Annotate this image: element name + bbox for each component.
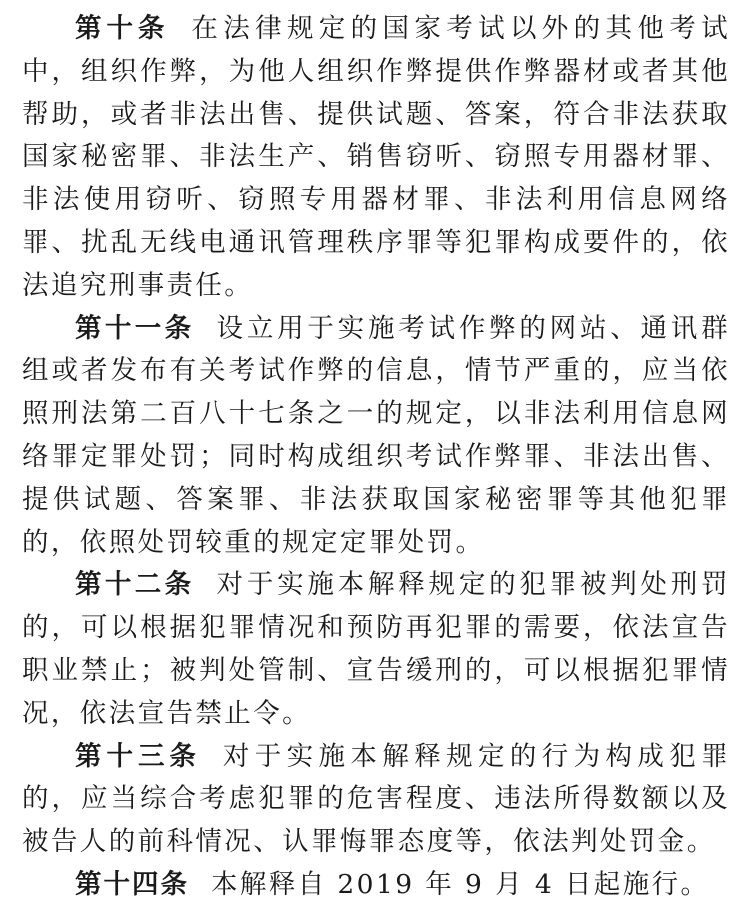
article-13	[22, 736, 730, 864]
article-text: 在法律规定的国家考试以外的其他考试中，组织作弊，为他人组织作弊提供作弊器材或者其他帮助，或者非法出售、提供试题、答案，符合非法获取国家秘密罪、非法生产、销售窃听、窃照专用器材罪、非法使用窃听、窃照专用器材罪、非法利用信息网络罪、扰乱无线电通讯管理秩序罪等犯罪构成要件的，依法追究刑事责任。	[22, 13, 730, 301]
article-text: 对于实施本解释规定的行为构成犯罪的，应当综合考虑犯罪的危害程度、违法所得数额以及被告人的前科情况、认罪悔罪态度等，依法判处罚金。	[22, 740, 731, 858]
article-text: 本解释自 2019 年 9 月 4 日起施行。	[211, 868, 710, 900]
article-number: 第十二条	[75, 569, 195, 601]
article-text: 设立用于实施考试作弊的网站、通讯群组或者发布有关考试作弊的信息，情节严重的，应当依照刑法第二百八十七条之一的规定，以非法利用信息网络罪定罪处罚；同时构成组织考试作弊罪、非法出售、提供试题、答案罪、非法获取国家秘密罪等其他犯罪的，依照处罚较重的规定定罪处罚。	[22, 312, 730, 558]
article-number: 第十条	[75, 13, 170, 44]
article-11	[22, 308, 730, 565]
article-12	[22, 564, 730, 735]
article-10	[22, 8, 730, 308]
article-number: 第十四条	[75, 868, 189, 900]
article-14	[22, 864, 730, 907]
article-number: 第十一条	[75, 312, 195, 344]
article-text: 对于实施本解释规定的犯罪被判处刑罚的，可以根据犯罪情况和预防再犯罪的需要，依法宣告职业禁止；被判处管制、宣告缓刑的，可以根据犯罪情况，依法宣告禁止令。	[22, 569, 730, 729]
article-number: 第十三条	[75, 740, 201, 772]
